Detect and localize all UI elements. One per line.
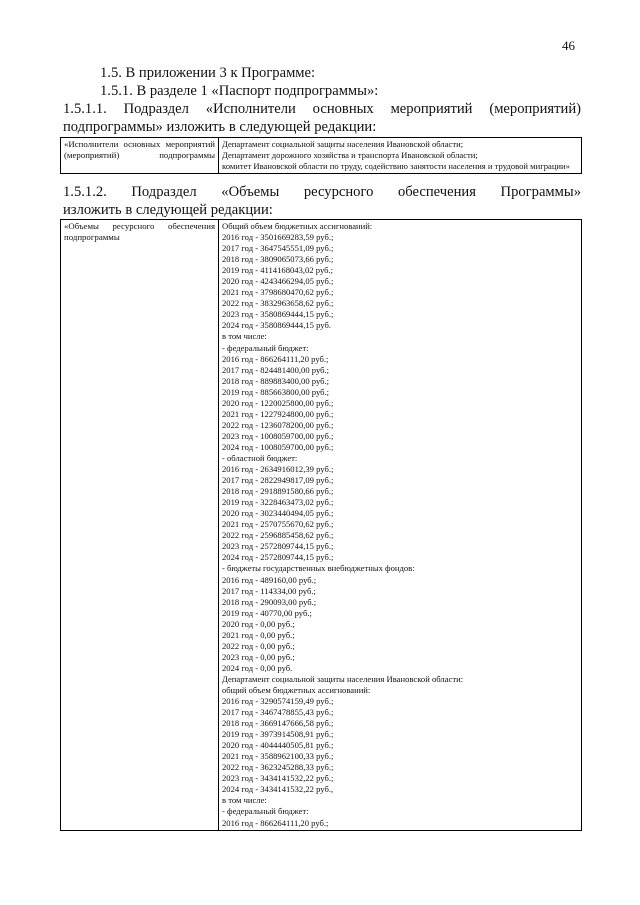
resources-value-cell <box>219 220 582 831</box>
budget-line: 2020 год - 1220025800,00 руб.; <box>222 397 334 408</box>
budget-line: 2022 год - 1236078200,00 руб.; <box>222 419 334 430</box>
paragraph-1-5-1-2-line1: 1.5.1.2. Подраздел «Объемы ресурсного обеспечения Программы» <box>63 184 581 200</box>
executor-line: Департамент дорожного хозяйства и транспорта Ивановской области; <box>222 150 478 160</box>
section-heading-1-5-1: 1.5.1. В разделе 1 «Паспорт подпрограммы»: <box>100 83 379 99</box>
budget-line: 2018 год - 3669147666,58 руб.; <box>222 718 334 729</box>
paragraph-1-5-1-2-line2: изложить в следующей редакции: <box>63 202 273 218</box>
executors-table <box>60 137 582 174</box>
table-row <box>61 220 582 831</box>
resources-label: «Объемы ресурсного обеспечения подпрограммы <box>64 221 215 242</box>
budget-line: 2019 год - 3973914508,91 руб.; <box>222 729 334 740</box>
budget-line: 2021 год - 1227924800,00 руб.; <box>222 408 334 419</box>
table-row <box>61 138 582 174</box>
budget-line: 2024 год - 3434141532,22 руб., <box>222 784 334 795</box>
budget-line: 2016 год - 489160,00 руб.; <box>222 574 317 585</box>
budget-line: 2017 год - 114334,00 руб.; <box>222 585 316 596</box>
budget-line: 2020 год - 0,00 руб.; <box>222 618 295 629</box>
budget-line: 2023 год - 2572809744,15 руб.; <box>222 541 334 552</box>
budget-line: 2022 год - 3832963658,62 руб.; <box>222 298 334 309</box>
budget-line: 2020 год - 4243466294,05 руб.; <box>222 276 334 287</box>
budget-line: 2022 год - 2596885458,62 руб.; <box>222 530 334 541</box>
budget-line: 2017 год - 2822949817,09 руб.; <box>222 475 334 486</box>
budget-line: 2021 год - 3588962100,33 руб.; <box>222 751 334 762</box>
budget-line: 2016 год - 3290574159,49 руб.; <box>222 696 334 707</box>
executor-line: комитет Ивановской области по труду, содействию занятости населения и трудовой миграции» <box>222 161 570 171</box>
budget-line: 2022 год - 3623245288,33 руб.; <box>222 762 334 773</box>
budget-line: 2019 год - 885663800,00 руб.; <box>222 386 330 397</box>
paragraph-1-5-1-1-line1: 1.5.1.1. Подраздел «Исполнители основных мероприятий (мероприятий) <box>63 101 581 117</box>
budget-line: 2024 год - 1008059700,00 руб.; <box>222 441 334 452</box>
budget-line: Общий объем бюджетных ассигнований: <box>222 221 373 231</box>
budget-line: 2020 год - 4044440505,81 руб.; <box>222 740 334 751</box>
section-heading-1-5: 1.5. В приложении 3 к Программе: <box>100 65 316 81</box>
budget-line: 2016 год - 3501669283,59 руб.; <box>222 232 334 243</box>
budget-line: 2024 год - 3580869444,15 руб. <box>222 320 331 331</box>
budget-line: 2018 год - 2918891580,66 руб.; <box>222 486 334 497</box>
budget-line: 2023 год - 3580869444,15 руб.; <box>222 309 334 320</box>
budget-line: 2016 год - 866264111,20 руб.; <box>222 353 329 364</box>
executors-label: «Исполнители основных мероприятий (мероприятий) подпрограммы <box>64 139 215 160</box>
budget-line: 2016 год - 2634916012,39 руб.; <box>222 464 334 475</box>
budget-line: общий объем бюджетных ассигнований: <box>222 684 371 695</box>
budget-line: 2023 год - 3434141532,22 руб.; <box>222 773 334 784</box>
budget-line: 2021 год - 2570755670,62 руб.; <box>222 519 334 530</box>
budget-line: - бюджеты государственных внебюджетных фондов: <box>222 563 415 574</box>
budget-line: - федеральный бюджет: <box>222 806 309 817</box>
budget-line: 2020 год - 3023440494,05 руб.; <box>222 508 334 519</box>
executors-value-cell <box>219 138 582 174</box>
budget-line: 2019 год - 4114168043,02 руб.; <box>222 265 334 276</box>
budget-line: Департамент социальной защиты населения Ивановской области: <box>222 673 464 684</box>
resources-table <box>60 219 582 831</box>
budget-line: 2022 год - 0,00 руб.; <box>222 640 295 651</box>
budget-line: 2021 год - 0,00 руб.; <box>222 629 295 640</box>
budget-line: в том числе: <box>222 331 267 342</box>
budget-line: 2019 год - 40770,00 руб.; <box>222 607 312 618</box>
budget-line: 2017 год - 3467478855,43 руб.; <box>222 707 334 718</box>
budget-line: 2023 год - 1008059700,00 руб.; <box>222 430 334 441</box>
budget-line: - областной бюджет: <box>222 452 298 463</box>
budget-line: 2018 год - 290093,00 руб.; <box>222 596 317 607</box>
budget-line: 2024 год - 0,00 руб. <box>222 662 293 673</box>
budget-line: 2017 год - 824481400,00 руб.; <box>222 364 330 375</box>
budget-line: 2021 год - 3798680470,62 руб.; <box>222 287 334 298</box>
resources-label-cell <box>61 220 219 831</box>
executors-label-cell <box>61 138 219 174</box>
budget-line: - федеральный бюджет: <box>222 342 309 353</box>
executor-line: Департамент социальной защиты населения Ивановской области; <box>222 139 464 149</box>
budget-line: 2018 год - 889883400,00 руб.; <box>222 375 330 386</box>
budget-line: 2019 год - 3228463473,02 руб.; <box>222 497 334 508</box>
budget-line: 2024 год - 2572809744,15 руб.; <box>222 552 334 563</box>
page-number: 46 <box>562 38 575 53</box>
budget-line: в том числе: <box>222 795 267 806</box>
paragraph-1-5-1-1-line2: подпрограммы» изложить в следующей редакции: <box>63 119 377 135</box>
budget-line: 2018 год - 3809065073,66 руб.; <box>222 254 334 265</box>
budget-line: 2023 год - 0,00 руб.; <box>222 651 295 662</box>
budget-line: 2017 год - 3647545551,09 руб.; <box>222 243 334 254</box>
budget-line: 2016 год - 866264111,20 руб.; <box>222 817 329 828</box>
